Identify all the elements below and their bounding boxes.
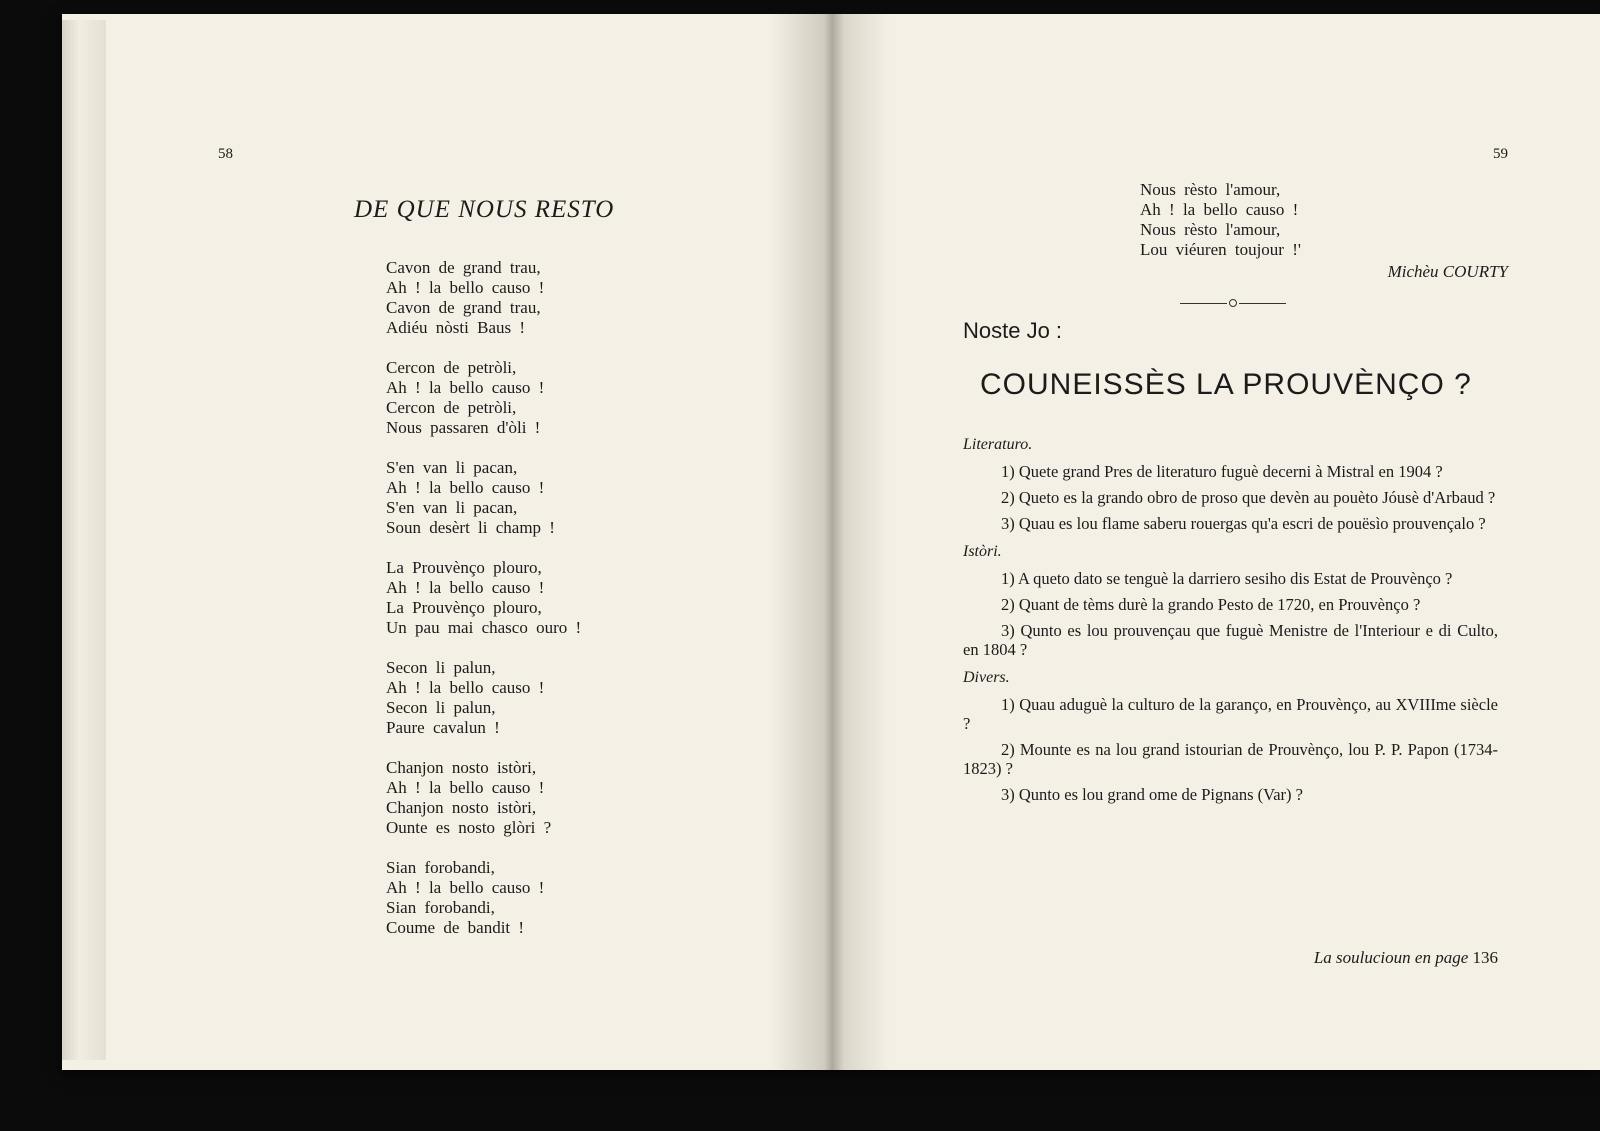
solution-text: La soulucioun en page <box>1313 948 1469 967</box>
poem-line: Adiéu nòsti Baus ! <box>386 318 526 337</box>
quiz-question: 2) Quant de tèms durè la grando Pesto de 1720, en Prouvènço ? <box>1001 595 1421 614</box>
poem-title: DE QUE NOUS RESTO <box>354 196 615 223</box>
poem-line: Sian forobandi, <box>386 898 495 917</box>
quiz-question: 3) Quau es lou flame saberu rouergas qu'a escri de pouësìo prouvençalo ? <box>1001 514 1486 533</box>
poem-line: Ah ! la bello causo ! <box>386 378 545 397</box>
quiz-question: 2) Queto es la grando obro de proso que devèn au pouèto Jóusè d'Arbaud ? <box>1001 488 1496 507</box>
solution-reference <box>1314 948 1498 968</box>
poem-line: Coume de bandit ! <box>386 918 525 937</box>
poem-stanza <box>386 558 581 638</box>
poem-line: Secon li palun, <box>386 658 496 677</box>
poem-line: Ah ! la bello causo ! <box>386 678 545 697</box>
solution-page: 136 <box>1472 948 1498 967</box>
poem-line: Cavon de grand trau, <box>386 258 541 277</box>
poem-line: Cercon de petròli, <box>386 358 517 377</box>
quiz-question: 1) Quete grand Pres de literaturo fuguè decerni à Mistral en 1904 ? <box>1001 462 1443 481</box>
section-heading: Literaturo. <box>963 436 1033 453</box>
right-page <box>860 14 1600 1070</box>
quiz-question: 1) A queto dato se tenguè la darriero sesiho dis Estat de Prouvènço ? <box>1001 569 1453 588</box>
poem-line: Ah ! la bello causo ! <box>1140 200 1299 219</box>
quiz-question: 3) Qunto es lou grand ome de Pignans (Var) ? <box>1001 785 1303 804</box>
poem-line: Ah ! la bello causo ! <box>386 878 545 897</box>
quiz-question: 3) Qunto es lou prouvençau que fuguè Menistre de l'Interiour e di Culto, en 1804 ? <box>963 621 1498 659</box>
quiz-sections <box>963 426 1498 811</box>
quiz-question: 1) Quau aduguè la culturo de la garanço, en Prouvènço, au XVIIIme siècle ? <box>963 695 1498 733</box>
poem-stanza <box>386 358 581 438</box>
page-edges <box>62 20 106 1060</box>
poem-line: Cavon de grand trau, <box>386 298 541 317</box>
poem-line: Lou viéuren toujour !' <box>1140 240 1301 259</box>
poem-line: Ah ! la bello causo ! <box>386 578 545 597</box>
poem-line: Un pau mai chasco ouro ! <box>386 618 582 637</box>
left-page <box>106 14 806 1070</box>
poem-line: Soun desèrt li champ ! <box>386 518 555 537</box>
poem-line: Nous passaren d'òli ! <box>386 418 541 437</box>
poem-line: Ounte es nosto glòri ? <box>386 818 552 837</box>
poem-line: Sian forobandi, <box>386 858 495 877</box>
poem-line: Paure cavalun ! <box>386 718 500 737</box>
poem-line: La Prouvènço plouro, <box>386 558 542 577</box>
poem-signature: Michèu COURTY <box>1387 262 1508 281</box>
poem-line: La Prouvènço plouro, <box>386 598 542 617</box>
page-number: 58 <box>218 146 233 162</box>
poem-line: Chanjon nosto istòri, <box>386 798 537 817</box>
poem-line: Secon li palun, <box>386 698 496 717</box>
section-heading: Istòri. <box>963 543 1002 560</box>
quiz-question: 2) Mounte es na lou grand istourian de Prouvènço, lou P. P. Papon (1734-1823) ? <box>963 740 1498 778</box>
separator-ornament <box>1180 297 1286 309</box>
poem-line: S'en van li pacan, <box>386 458 518 477</box>
poem-line: S'en van li pacan, <box>386 498 518 517</box>
poem-stanza <box>386 758 581 838</box>
poem-stanza <box>386 258 581 338</box>
poem-line: Cercon de petròli, <box>386 398 517 417</box>
section-heading: Divers. <box>963 669 1010 686</box>
poem-stanzas <box>386 258 581 958</box>
page-number: 59 <box>1493 146 1508 162</box>
poem-line: Chanjon nosto istòri, <box>386 758 537 777</box>
poem-line: Nous rèsto l'amour, <box>1140 220 1281 239</box>
poem-line: Ah ! la bello causo ! <box>386 478 545 497</box>
quiz-title: COUNEISSÈS LA PROUVÈNÇO ? <box>980 368 1472 401</box>
poem-stanza <box>386 658 581 738</box>
poem-stanza <box>386 458 581 538</box>
poem-line: Ah ! la bello causo ! <box>386 778 545 797</box>
quiz-kicker: Noste Jo : <box>963 318 1063 343</box>
poem-stanza <box>386 858 581 938</box>
poem-line: Nous rèsto l'amour, <box>1140 180 1281 199</box>
poem-line: Ah ! la bello causo ! <box>386 278 545 297</box>
poem-end-stanza <box>1140 180 1301 260</box>
